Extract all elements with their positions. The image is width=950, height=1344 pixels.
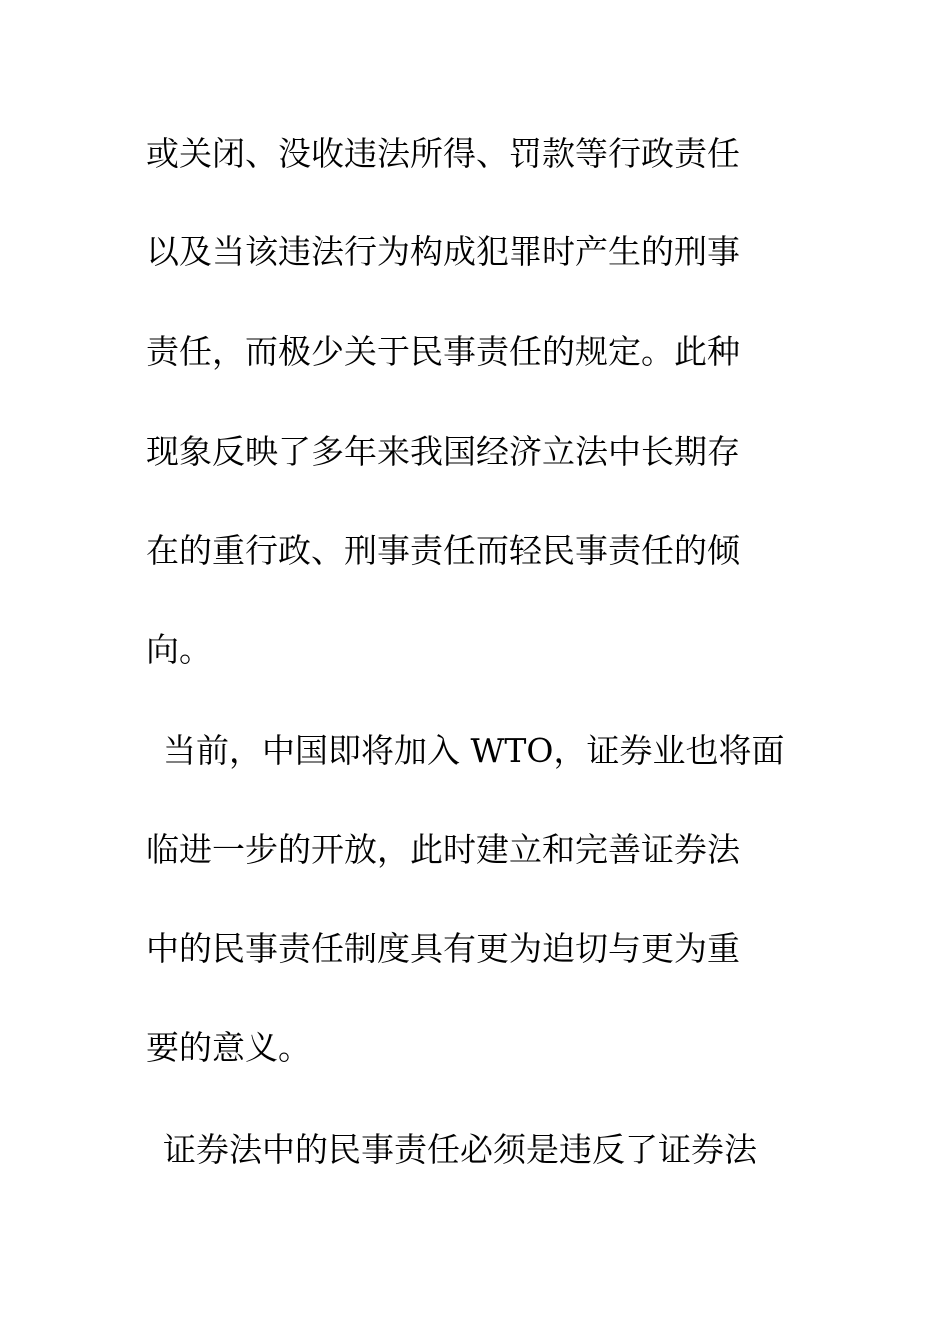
text-line-8: 临进一步的开放，此时建立和完善证券法 <box>146 830 740 869</box>
text-line-4: 现象反映了多年来我国经济立法中长期存 <box>146 432 740 471</box>
text-line-1: 或关闭、没收违法所得、罚款等行政责任 <box>146 134 740 173</box>
text-line-6: 向。 <box>146 630 212 669</box>
text-line-5: 在的重行政、刑事责任而轻民事责任的倾 <box>146 531 740 570</box>
text-line-3: 责任，而极少关于民事责任的规定。此种 <box>146 332 740 371</box>
text-line-10: 要的意义。 <box>146 1028 311 1067</box>
text-line-7: 当前，中国即将加入 WTO，证券业也将面 <box>163 731 785 770</box>
text-line-9: 中的民事责任制度具有更为迫切与更为重 <box>146 929 740 968</box>
text-line-2: 以及当该违法行为构成犯罪时产生的刑事 <box>146 232 740 271</box>
text-line-11: 证券法中的民事责任必须是违反了证券法 <box>163 1130 757 1169</box>
